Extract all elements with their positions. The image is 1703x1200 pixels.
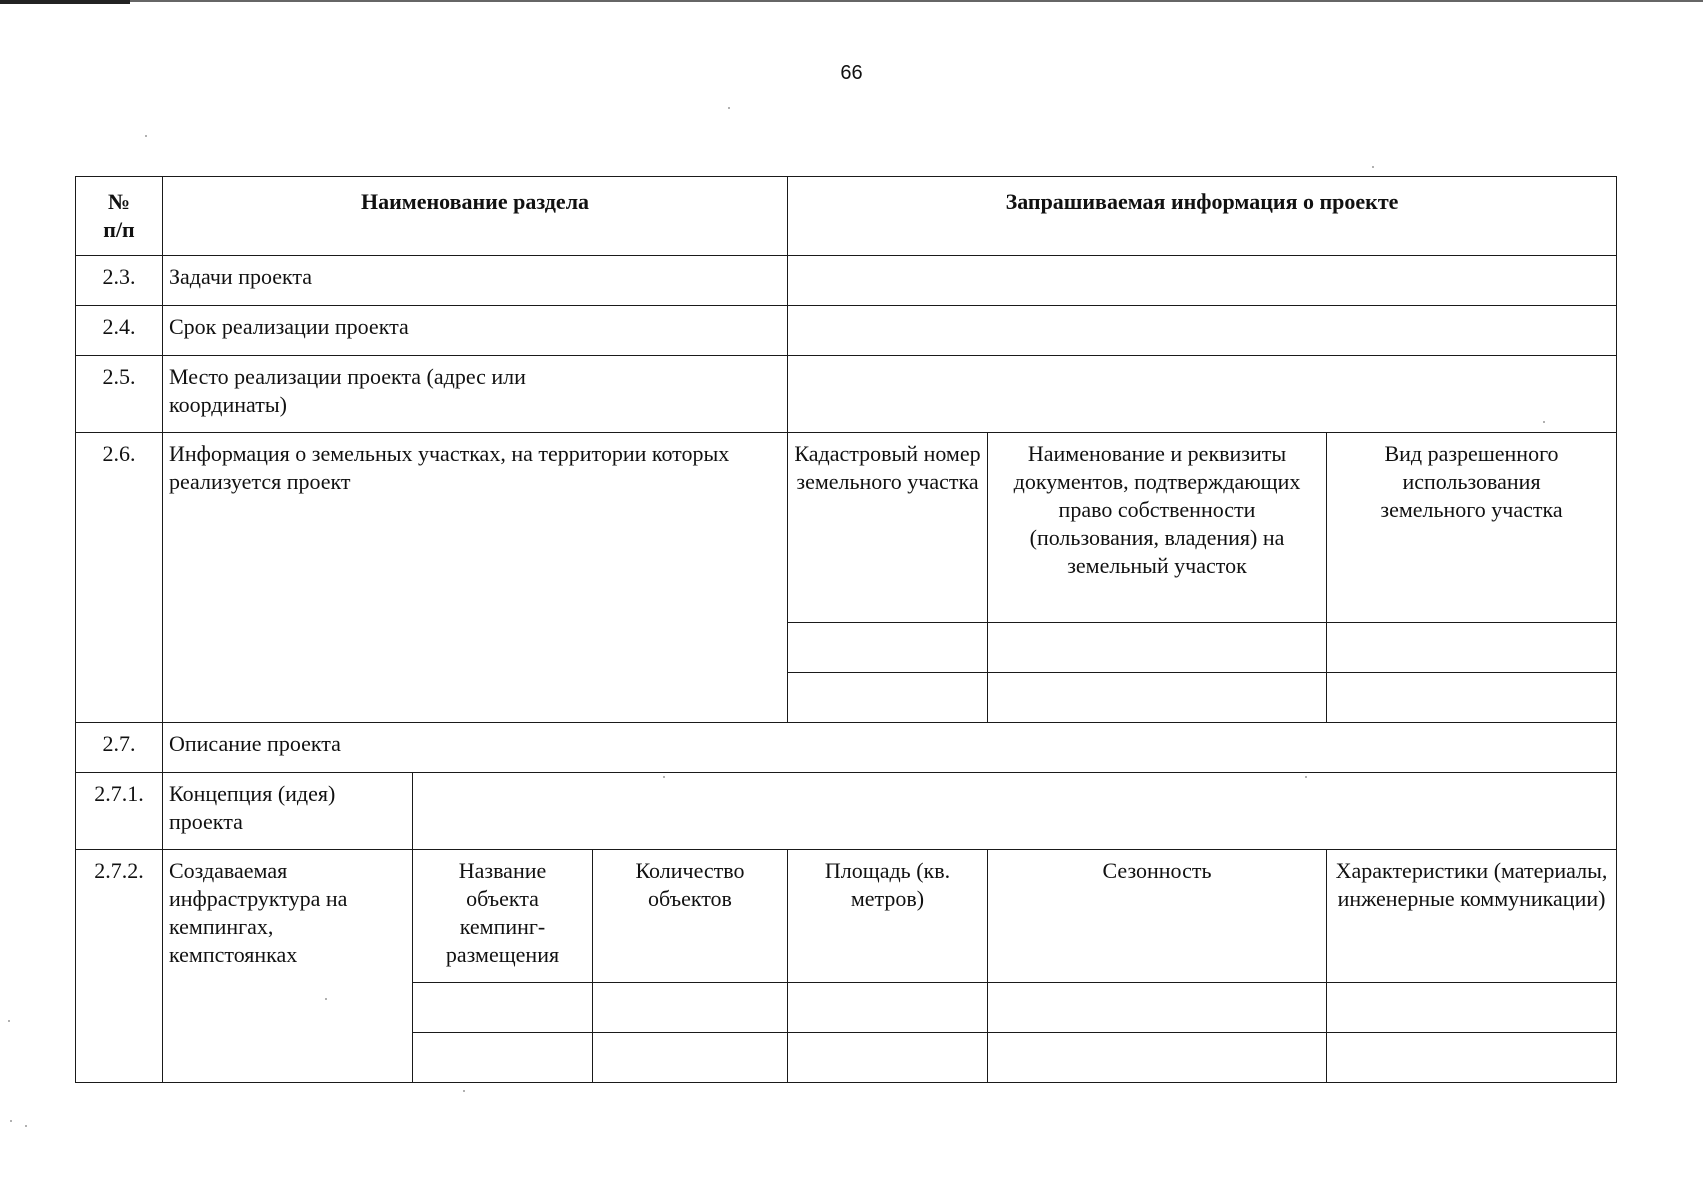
- area-field[interactable]: [788, 1033, 988, 1083]
- scan-speck: [325, 998, 327, 1000]
- characteristics-field[interactable]: [1327, 983, 1617, 1033]
- row-number: 2.6.: [76, 433, 163, 723]
- header-num: [76, 177, 163, 256]
- column-header-cadastral-number: Кадастровый номер земельного участка: [788, 433, 988, 623]
- area-field[interactable]: [788, 983, 988, 1033]
- object-name-field[interactable]: [413, 1033, 593, 1083]
- header-num-label: № п/п: [103, 189, 135, 242]
- scan-speck: [25, 1125, 27, 1127]
- row-number: 2.7.2.: [76, 850, 163, 1083]
- row-section-name: [163, 773, 413, 850]
- row-info-field[interactable]: [788, 356, 1617, 433]
- ownership-documents-field[interactable]: [988, 673, 1327, 723]
- permitted-use-text: Вид разрешенного использования земельного участка: [1380, 441, 1563, 522]
- column-header-object-name: [413, 850, 593, 983]
- scan-speck: [1372, 166, 1374, 168]
- scan-top-mark: [0, 0, 130, 4]
- characteristics-field[interactable]: [1327, 1033, 1617, 1083]
- row-section-name: [163, 356, 788, 433]
- object-count-field[interactable]: [593, 1033, 788, 1083]
- table-row: [76, 306, 1617, 356]
- scan-speck: [10, 1120, 12, 1122]
- permitted-use-field[interactable]: [1327, 623, 1617, 673]
- scan-speck: [1543, 421, 1545, 423]
- project-info-table: [75, 176, 1617, 1083]
- row-section-name-text: Концепция (идея) проекта: [169, 781, 336, 834]
- column-header-area: [788, 850, 988, 983]
- seasonality-field[interactable]: [988, 1033, 1327, 1083]
- object-count-field[interactable]: [593, 983, 788, 1033]
- table-row: [76, 773, 1617, 850]
- header-requested-info: Запрашиваемая информация о проекте: [788, 177, 1617, 256]
- table-row: [76, 256, 1617, 306]
- cadastral-number-field[interactable]: [788, 673, 988, 723]
- table-row: [76, 850, 1617, 983]
- table-row: [76, 723, 1617, 773]
- row-section-name: Информация о земельных участках, на территории которых реализуется проект: [163, 433, 788, 723]
- object-name-text: Название объекта кемпинг-размещения: [445, 858, 560, 967]
- scan-speck: [463, 1090, 465, 1092]
- permitted-use-field[interactable]: [1327, 673, 1617, 723]
- scan-speck: [728, 107, 730, 109]
- seasonality-field[interactable]: [988, 983, 1327, 1033]
- page-number: 66: [840, 62, 863, 84]
- object-name-field[interactable]: [413, 983, 593, 1033]
- row-number: 2.4.: [76, 306, 163, 356]
- scan-top-border: [0, 0, 1703, 2]
- table-header-row: [76, 177, 1617, 256]
- scan-speck: [1305, 776, 1307, 778]
- row-number: 2.7.1.: [76, 773, 163, 850]
- cadastral-number-field[interactable]: [788, 623, 988, 673]
- concept-field[interactable]: [413, 773, 1617, 850]
- row-number: 2.5.: [76, 356, 163, 433]
- scan-speck: [145, 135, 147, 137]
- column-header-permitted-use: [1327, 433, 1617, 623]
- column-header-characteristics: Характеристики (материалы, инженерные коммуникации): [1327, 850, 1617, 983]
- row-section-name: Срок реализации проекта: [163, 306, 788, 356]
- row-info-field[interactable]: [788, 256, 1617, 306]
- object-count-text: Количество объектов: [635, 858, 745, 911]
- column-header-ownership-documents: Наименование и реквизиты документов, подтверждающих право собственности (пользования, владения) на земельный участок: [988, 433, 1327, 623]
- row-section-name-text: Место реализации проекта (адрес или координаты): [169, 364, 526, 417]
- row-section-name: Создаваемая инфраструктура на кемпингах, кемпстоянках: [163, 850, 413, 1083]
- ownership-documents-field[interactable]: [988, 623, 1327, 673]
- scan-speck: [8, 1020, 10, 1022]
- row-info-field[interactable]: [788, 306, 1617, 356]
- row-number: 2.7.: [76, 723, 163, 773]
- scan-speck: [663, 776, 665, 778]
- row-number: 2.3.: [76, 256, 163, 306]
- row-section-name: Описание проекта: [163, 723, 1617, 773]
- column-header-seasonality: Сезонность: [988, 850, 1327, 983]
- header-section-name: Наименование раздела: [163, 177, 788, 256]
- table-row: [76, 356, 1617, 433]
- table-row: [76, 433, 1617, 623]
- row-section-name: Задачи проекта: [163, 256, 788, 306]
- area-text: Площадь (кв. метров): [824, 858, 951, 911]
- column-header-object-count: [593, 850, 788, 983]
